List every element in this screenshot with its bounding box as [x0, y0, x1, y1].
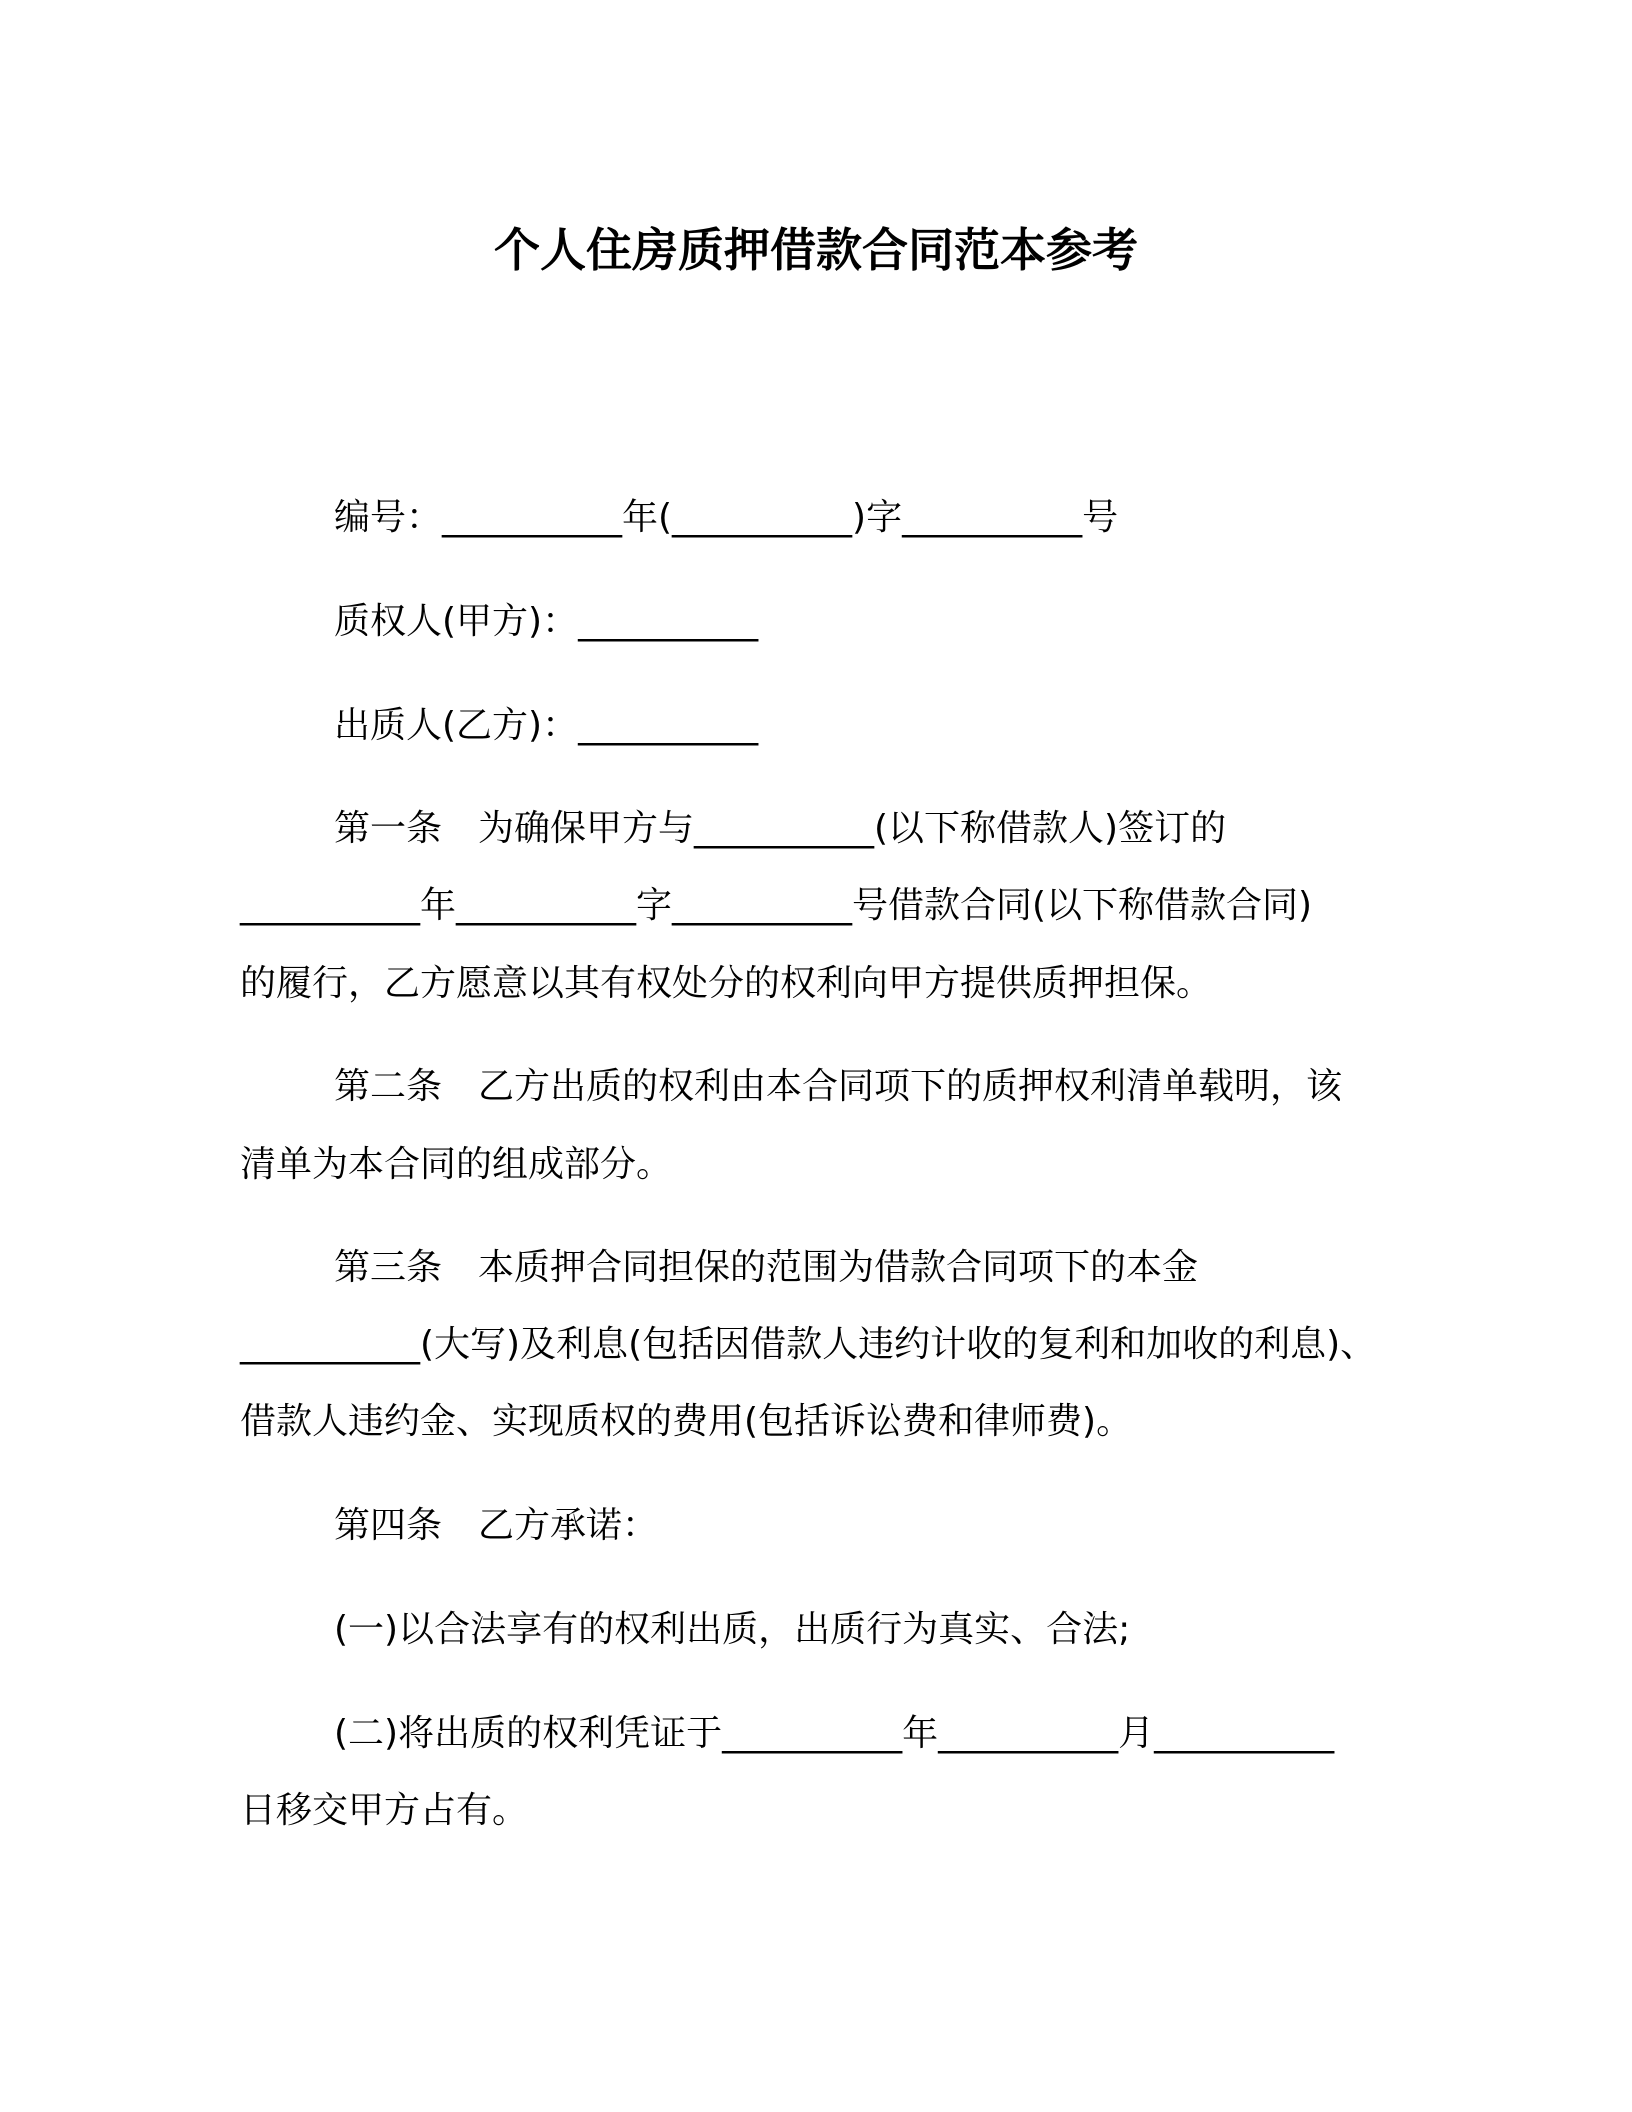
article-3-line-2: __________(大写)及利息(包括因借款人违约计收的复利和加收的利息)、 [240, 1324, 1377, 1365]
article-4-item-2-line-2: 日移交甲方占有。 [240, 1790, 529, 1831]
article-4-heading: 第四条 乙方承诺： [334, 1505, 659, 1546]
article-3-line-3: 借款人违约金、实现质权的费用(包括诉讼费和律师费)。 [240, 1401, 1133, 1442]
article-2-line-2: 清单为本合同的组成部分。 [240, 1144, 673, 1185]
pledgee-line: 质权人(甲方)：__________ [334, 601, 759, 642]
article-1-line-2: __________年__________字__________号借款合同(以下称借款合同) [240, 885, 1313, 926]
article-2-line-1: 第二条 乙方出质的权利由本合同项下的质押权利清单载明，该 [334, 1066, 1343, 1107]
article-3-line-1: 第三条 本质押合同担保的范围为借款合同项下的本金 [334, 1247, 1199, 1288]
article-4-item-1: (一)以合法享有的权利出质，出质行为真实、合法; [334, 1609, 1131, 1650]
contract-number-line: 编号：__________年(__________)字__________号 [334, 497, 1119, 538]
article-4-item-2-line-1: (二)将出质的权利凭证于__________年__________月__________ [334, 1713, 1335, 1754]
article-1-line-1: 第一条 为确保甲方与__________(以下称借款人)签订的 [334, 808, 1227, 849]
pledgor-line: 出质人(乙方)：__________ [334, 705, 759, 746]
article-1-line-3: 的履行，乙方愿意以其有权处分的权利向甲方提供质押担保。 [240, 963, 1213, 1004]
document-title: 个人住房质押借款合同范本参考 [494, 223, 1138, 277]
